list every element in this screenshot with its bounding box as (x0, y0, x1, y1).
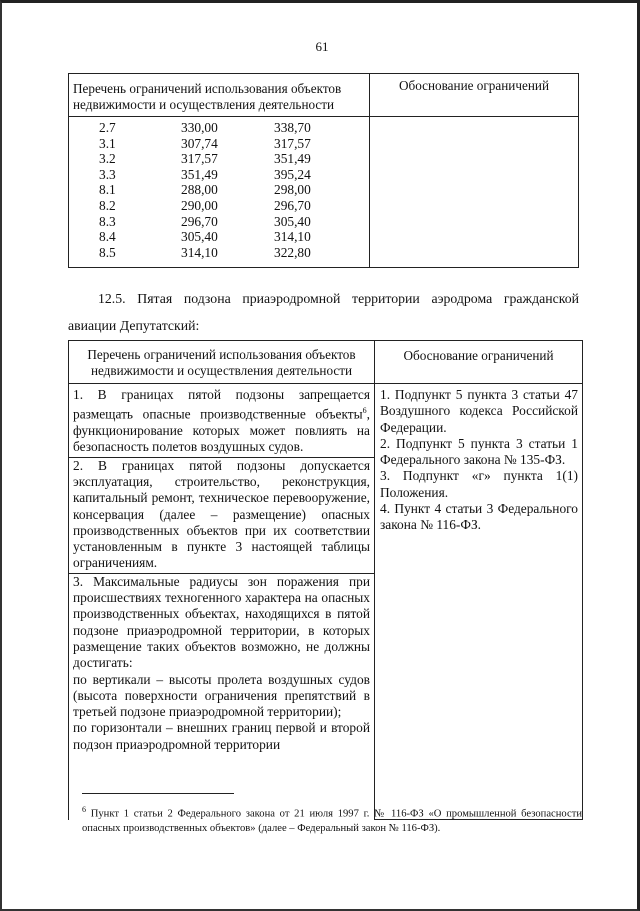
row-max-value: 351,49 (274, 151, 311, 167)
row-code: 3.3 (99, 166, 116, 182)
justification-item: 4. Пункт 4 статьи 3 Федерального закона № 116-ФЗ. (380, 501, 578, 533)
restriction-item-3-vertical: по вертикали – высоты пролета воздушных судов (высота поверхности ограничения препятствий в третьей подзоне приаэродромной территории); (73, 671, 370, 720)
row-min-value: 330,00 (181, 120, 218, 135)
table-row (69, 198, 369, 214)
justification-item: 3. Подпункт «г» пункта 1(1) Положения. (380, 468, 578, 500)
row-min-value: 288,00 (181, 182, 218, 198)
row-code: 8.4 (99, 229, 116, 245)
justification-item: 2. Подпункт 5 пункта 3 статьи 1 Федерального закона № 135-ФЗ. (380, 435, 578, 468)
table2-header-restrictions: Перечень ограничений использования объектов недвижимости и осуществления деятельности (69, 341, 375, 384)
row-code: 8.1 (99, 182, 116, 198)
restriction-item-1-text-b: , функционирование которых может повлиять на безопасность полетов воздушных судов. (73, 406, 370, 455)
row-max-value: 338,70 (274, 120, 311, 135)
table2-restrictions-cell (69, 384, 375, 820)
fifth-subzone-restrictions-table (68, 340, 583, 820)
restriction-item-1 (69, 387, 374, 458)
row-max-value: 305,40 (274, 213, 311, 229)
row-code: 8.2 (99, 197, 116, 213)
row-min-value: 290,00 (181, 197, 218, 213)
table-row (69, 229, 369, 245)
row-max-value: 298,00 (274, 182, 311, 198)
section-heading-line2: авиации Депутатский: (68, 318, 200, 333)
table1-justification-cell (370, 117, 579, 268)
table-row (69, 136, 369, 152)
row-code: 3.1 (99, 135, 116, 151)
restrictions-table-continued (68, 73, 579, 268)
row-max-value: 317,57 (274, 135, 311, 151)
table-row (69, 245, 369, 261)
row-min-value: 305,40 (181, 229, 218, 245)
row-code: 8.3 (99, 213, 116, 229)
restriction-item-3-intro: 3. Максимальные радиусы зон поражения при происшествиях техногенного характера на опасных производственных объектах, находящихся в пятой подзоне приаэродромной территории, в которых размещение таких объектов возможно, не должны достигать: (73, 573, 370, 671)
row-code: 3.2 (99, 151, 116, 167)
justification-item: 1. Подпункт 5 пункта 3 статьи 47 Воздушного кодекса Российской Федерации. (380, 387, 578, 435)
table2-justification-cell (375, 384, 583, 820)
row-min-value: 314,10 (181, 244, 218, 260)
table-row (69, 151, 369, 167)
row-max-value: 296,70 (274, 197, 311, 213)
row-max-value: 322,80 (274, 244, 311, 260)
table1-values-cell (69, 117, 370, 268)
restriction-item-3-horizontal: по горизонтали – внешних границ первой и второй подзон приаэродромной территории (73, 720, 370, 752)
table1-values-list (69, 117, 369, 260)
row-min-value: 307,74 (181, 135, 218, 151)
page-number: 61 (315, 39, 329, 54)
footnote-ref: 6 (362, 406, 367, 416)
restriction-item-3 (69, 574, 374, 754)
section-heading (68, 285, 579, 339)
restriction-item-2 (69, 458, 374, 574)
row-code: 8.5 (99, 244, 116, 260)
table1-header-restrictions: Перечень ограничений использования объектов недвижимости и осуществления деятельности (69, 74, 370, 117)
table-row (69, 182, 369, 198)
row-max-value: 395,24 (274, 166, 311, 182)
table1-header-justification: Обоснование ограничений (370, 74, 579, 117)
row-max-value: 314,10 (274, 229, 311, 245)
footnote-text: Пункт 1 статьи 2 Федерального закона от 21 июля 1997 г. № 116-ФЗ «О промышленной безопасности опасных производственных объектов» (далее – Федеральный закон № 116-ФЗ). (82, 808, 582, 834)
table-row (69, 214, 369, 230)
table-row (69, 167, 369, 183)
section-heading-line1: 12.5. Пятая подзона приаэродромной территории аэродрома гражданской (98, 291, 579, 306)
row-code: 2.7 (99, 120, 116, 135)
row-min-value: 317,57 (181, 151, 218, 167)
restriction-item-1-text-a: 1. В границах пятой подзоны запрещается размещать опасные производственные объекты (73, 387, 370, 422)
row-min-value: 296,70 (181, 213, 218, 229)
restriction-item-2-text: 2. В границах пятой подзоны допускается эксплуатация, строительство, реконструкция, капитальный ремонт, техническое перевооружение, консервация (далее – размещение) опасных производственных объектов при их соответствии установленным в пункте 3 настоящей таблицы ограничениям. (73, 457, 370, 571)
footnote (82, 803, 582, 836)
table2-header-justification: Обоснование ограничений (375, 341, 583, 384)
row-min-value: 351,49 (181, 166, 218, 182)
footnote-marker: 6 (82, 805, 86, 814)
footnote-separator (82, 793, 234, 794)
table-row (69, 120, 369, 136)
